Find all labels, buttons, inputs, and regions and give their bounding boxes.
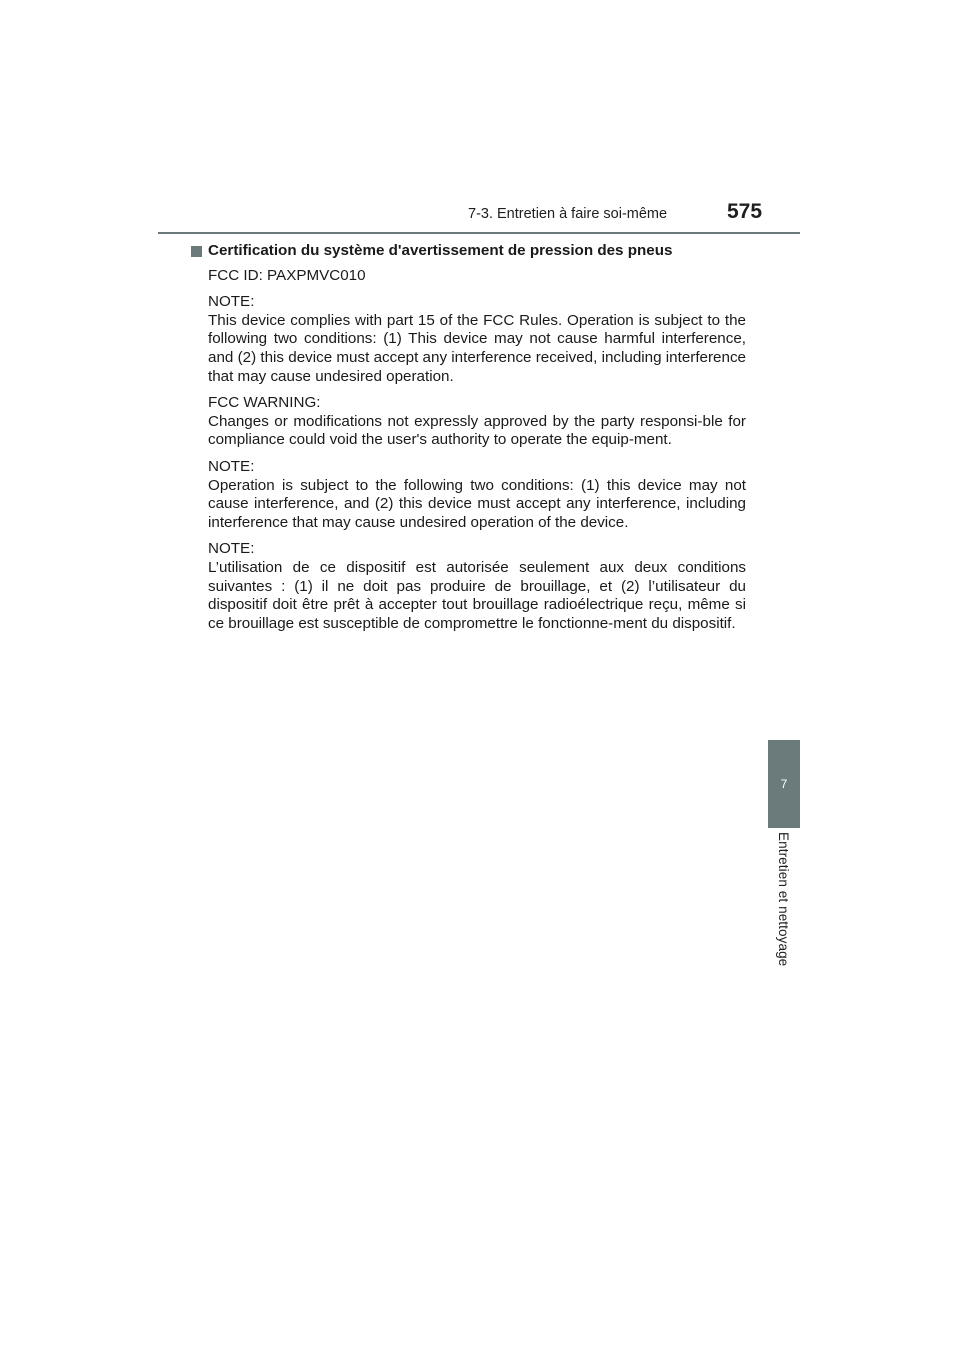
block-label: NOTE: — [208, 540, 255, 558]
warning-block — [208, 394, 746, 450]
header-divider — [158, 232, 800, 234]
block-text: L’utilisation de ce dispositif est autorisée seulement aux deux conditions suivantes : (1) il ne doit pas produire de brouillage, et (2) l’utilisateur du dispositif doit être prêt à accepter tout brouillage radioélectrique reçu, même si ce brouillage est susceptible de compromettre le fonctionne-ment du dispositif. — [208, 558, 746, 632]
fcc-id: FCC ID: PAXPMVC010 — [208, 266, 366, 284]
block-label: NOTE: — [208, 457, 255, 475]
block-text: Changes or modifications not expressly approved by the party responsi-ble for compliance could void the user's authority to operate the equip-ment. — [208, 412, 746, 449]
page-number: 575 — [727, 200, 763, 223]
section-title: 7-3. Entretien à faire soi-même — [468, 206, 668, 222]
block-text: This device complies with part 15 of the FCC Rules. Operation is subject to the following two conditions: (1) This device may not cause harmful interference, and (2) this device must accept any interference received, including interference that may cause undesired operation. — [208, 311, 746, 385]
chapter-tab — [768, 740, 800, 828]
main-content — [208, 242, 746, 641]
block-label: NOTE: — [208, 293, 255, 311]
section-heading — [191, 242, 746, 261]
note-block — [208, 458, 746, 532]
chapter-title: Entretien et nettoyage — [776, 832, 791, 967]
note-block — [208, 293, 746, 386]
block-text: Operation is subject to the following two conditions: (1) this device may not cause interference, and (2) this device must accept any interference, including interference that may cause undesired operation of the device. — [208, 476, 746, 531]
note-block-french — [208, 540, 746, 633]
section-heading-text: Certification du système d'avertissement de pression des pneus — [208, 242, 673, 259]
block-label: FCC WARNING: — [208, 394, 321, 412]
square-bullet-icon — [191, 246, 202, 257]
chapter-number: 7 — [780, 777, 788, 791]
